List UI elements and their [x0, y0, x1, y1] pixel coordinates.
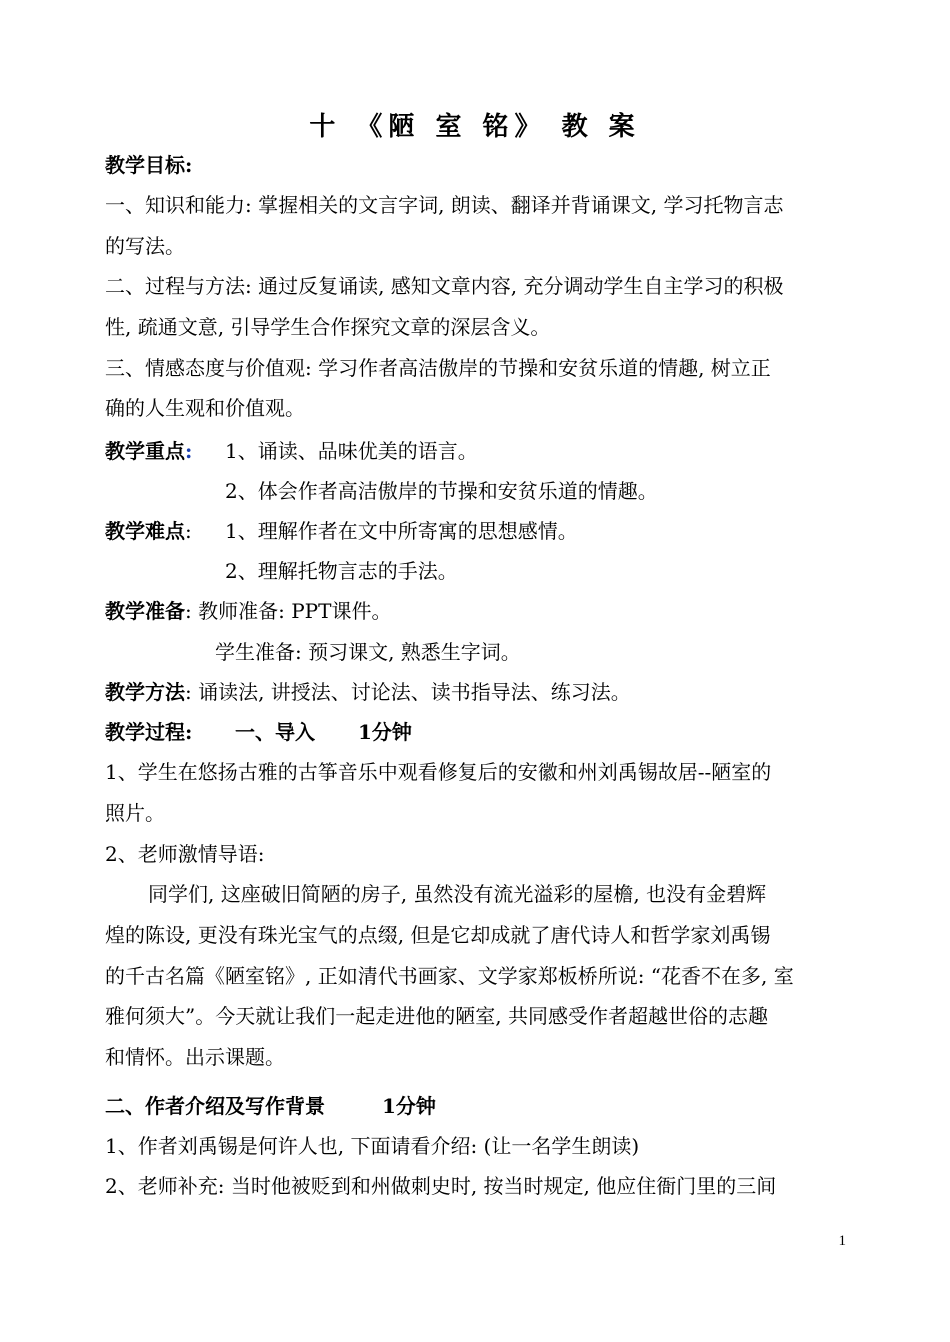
difficulty-item-1: 1、理解作者在文中所寄寓的思想感情。 — [225, 519, 578, 543]
focus-label: 教学重点 — [105, 439, 185, 463]
focus-colon: : — [185, 439, 193, 463]
goal-1-line-2: 的写法。 — [105, 234, 185, 258]
prep-label: 教学准备 — [105, 599, 185, 623]
focus-item-2: 2、体会作者高洁傲岸的节操和安贫乐道的情趣。 — [225, 479, 658, 503]
process-heading: 教学过程: — [105, 720, 193, 744]
goal-2-line-1: 二、过程与方法: 通过反复诵读, 感知文章内容, 充分调动学生自主学习的积极 — [105, 274, 784, 298]
difficulty-item-2: 2、理解托物言志的手法。 — [225, 559, 458, 583]
method-text: : 诵读法, 讲授法、讨论法、读书指导法、练习法。 — [185, 680, 631, 704]
section-2-heading: 二、作者介绍及写作背景 — [105, 1094, 325, 1118]
prep-student: 学生准备: 预习课文, 熟悉生字词。 — [215, 640, 521, 664]
section-2-item-2: 2、老师补充: 当时他被贬到和州做刺史时, 按当时规定, 他应住衙门里的三间 — [105, 1174, 777, 1198]
focus-item-1: 1、诵读、品味优美的语言。 — [225, 439, 478, 463]
speech-line-5: 和情怀。出示课题。 — [105, 1045, 285, 1069]
difficulty-colon: : — [185, 519, 192, 543]
method-row — [105, 680, 631, 704]
prep-row — [105, 599, 391, 623]
page-number: 1 — [838, 1233, 846, 1249]
section-2-time: 1分钟 — [382, 1094, 436, 1118]
document-title: 十 《陋 室 铭》 教 案 — [309, 112, 641, 142]
goal-2-line-2: 性, 疏通文意, 引导学生合作探究文章的深层含义。 — [105, 315, 551, 339]
speech-line-4: 雅何须大”。今天就让我们一起走进他的陋室, 共同感受作者超越世俗的志趣 — [105, 1004, 768, 1028]
difficulty-label: 教学难点 — [105, 519, 185, 543]
goal-1-line-1: 一、知识和能力: 掌握相关的文言字词, 朗读、翻译并背诵课文, 学习托物言志 — [105, 193, 784, 217]
goals-heading: 教学目标: — [105, 153, 193, 177]
intro-1-line-1: 1、学生在悠扬古雅的古筝音乐中观看修复后的安徽和州刘禹锡故居--陋室的 — [105, 760, 772, 784]
prep-teacher: : 教师准备: PPT课件。 — [185, 599, 392, 623]
focus-row-1 — [105, 439, 192, 463]
speech-line-1: 同学们, 这座破旧简陋的房子, 虽然没有流光溢彩的屋檐, 也没有金碧辉 — [148, 882, 767, 906]
difficulty-row-1 — [105, 519, 192, 543]
goal-3-line-1: 三、情感态度与价值观: 学习作者高洁傲岸的节操和安贫乐道的情趣, 树立正 — [105, 356, 771, 380]
method-label: 教学方法 — [105, 680, 185, 704]
intro-1-line-2: 照片。 — [105, 801, 165, 825]
speech-line-3: 的千古名篇《陋室铭》, 正如清代书画家、文学家郑板桥所说: “花香不在多, 室 — [105, 964, 794, 988]
process-step-1-time: 1分钟 — [358, 720, 412, 744]
section-2-item-1: 1、作者刘禹锡是何许人也, 下面请看介绍: (让一名学生朗读) — [105, 1134, 640, 1158]
goal-3-line-2: 确的人生观和价值观。 — [105, 396, 305, 420]
intro-2: 2、老师激情导语: — [105, 842, 265, 866]
process-step-1: 一、导入 — [235, 720, 315, 744]
speech-line-2: 煌的陈设, 更没有珠光宝气的点缀, 但是它却成就了唐代诗人和哲学家刘禹锡 — [105, 923, 771, 947]
